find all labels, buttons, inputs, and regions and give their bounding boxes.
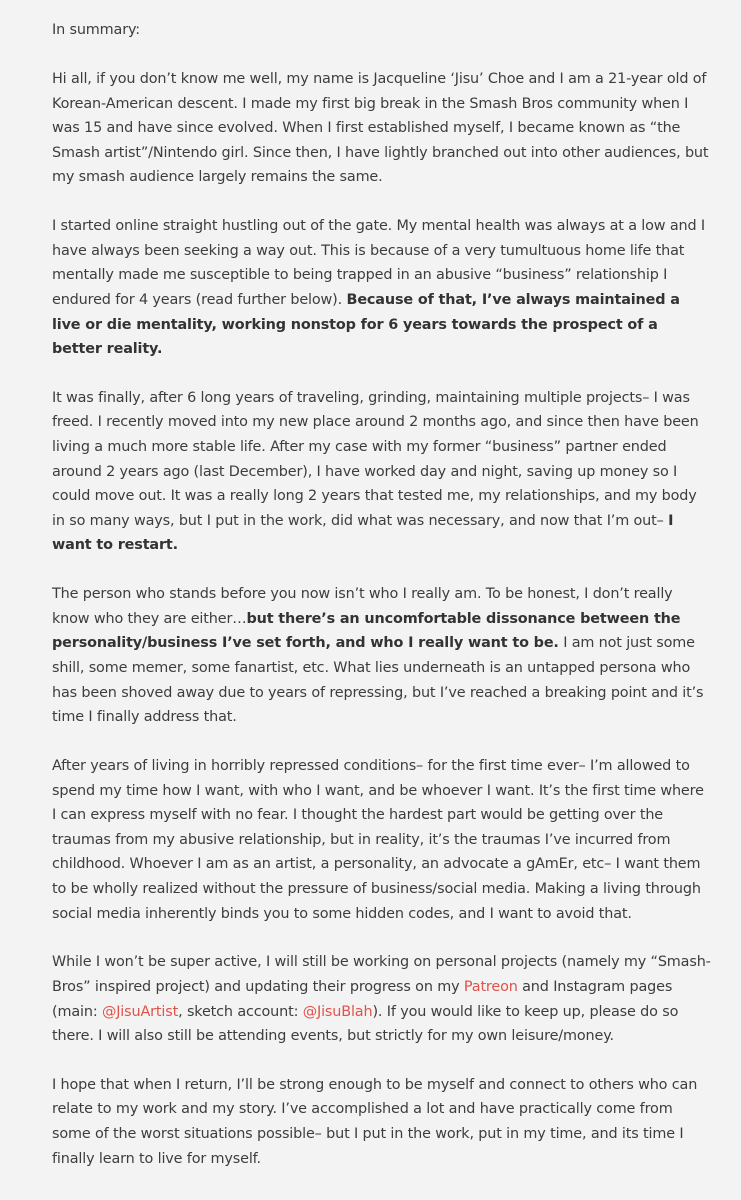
paragraph-projects-text-4: ). If you would like to keep up, please do so there. I will also still be attending events, but strictly for my own leisure/money. xyxy=(52,1003,679,1045)
paragraph-hustle-bold: Because of that, I’ve always maintained a live or die mentality, working nonstop for 6 years towards the prospect of a better reality. xyxy=(52,291,680,358)
paragraph-projects-text-2: and Instagram pages (main: xyxy=(52,978,673,1020)
paragraph-hustle-text: I started online straight hustling out of the gate. My mental health was always at a low and I have always been seeking a way out. This is because of a very tumultuous home life that mentally made me susceptible to being trapped in an abusive “business” relationship I endured for 4 years (read further below). xyxy=(52,218,705,308)
paragraph-return-text: I hope that when I return, I’ll be strong enough to be myself and connect to others who can relate to my work and my story. I’ve accomplished a lot and have practically come from some of the worst situations possible– but I put in the work, put in my time, and its time I finally learn to live for myself. xyxy=(52,1076,698,1167)
instagram-main-link[interactable]: @JisuArtist xyxy=(101,1003,179,1020)
paragraph-repressed-text: After years of living in horribly repressed conditions– for the first time ever– I’m allowed to spend my time how I want, with who I want, and be whoever I want. It’s the first time where I can express myself with no fear. I thought the hardest part would be getting over the traumas from my abusive relationship, but in reality, it’s the traumas I’ve incurred from childhood. Whoever I am as an artist, a personality, an advocate a gAmEr, etc– I want them to be wholly realized without the pressure of business/social media. Making a living through social media inherently binds you to some hidden codes, and I want to avoid that. xyxy=(52,757,704,922)
paragraph-dissonance-text-after: I am not just some shill, some memer, some fanartist, etc. What lies underneath is an untapped persona who has been shoved away due to years of repressing, but I’ve reached a breaking point and it’s time I finally address that. xyxy=(52,635,704,726)
paragraph-intro-text: Hi all, if you don’t know me well, my name is Jacqueline ‘Jisu’ Choe and I am a 21-year old of Korean-American descent. I made my first big break in the Smash Bros community when I was 15 and have since evolved. When I first established myself, I became known as “the Smash artist”/Nintendo girl. Since then, I have lightly branched out into other audiences, but my smash audience largely remains the same. xyxy=(52,70,709,186)
paragraph-projects xyxy=(52,950,711,1048)
paragraph-freed-bold: I want to restart. xyxy=(52,512,674,554)
paragraph-dissonance-text-before: The person who stands before you now isn’t who I really am. To be honest, I don’t really know who they are either… xyxy=(52,586,673,627)
paragraph-dissonance xyxy=(52,582,711,730)
paragraph-projects-text-3: , sketch account: xyxy=(178,1003,303,1020)
instagram-sketch-link[interactable]: @JisuBlah xyxy=(302,1003,373,1020)
summary-heading: In summary: xyxy=(52,22,140,38)
patreon-link[interactable]: Patreon xyxy=(463,978,518,995)
paragraph-return xyxy=(52,1073,711,1171)
paragraph-freed xyxy=(52,386,711,558)
paragraph-dissonance-bold: but there’s an uncomfortable dissonance between the personality/business I’ve set forth, and who I really want to be. xyxy=(52,610,681,652)
paragraph-hustle xyxy=(52,214,711,362)
paragraph-repressed xyxy=(52,754,711,926)
paragraph-freed-text: It was finally, after 6 long years of traveling, grinding, maintaining multiple projects– I was freed. I recently moved into my new place around 2 months ago, and since then have been living a much more stable life. After my case with my former “business” partner ended around 2 years ago (last December), I have worked day and night, saving up money so I could move out. It was a really long 2 years that tested me, my relationships, and my body in so many ways, but I put in the work, did what was necessary, and now that I’m out– xyxy=(52,389,699,529)
paragraph-intro xyxy=(52,67,711,190)
paragraph-projects-text-1: While I won’t be super active, I will still be working on personal projects (namely my “Smash-Bros” inspired project) and updating their progress on my xyxy=(52,954,711,995)
